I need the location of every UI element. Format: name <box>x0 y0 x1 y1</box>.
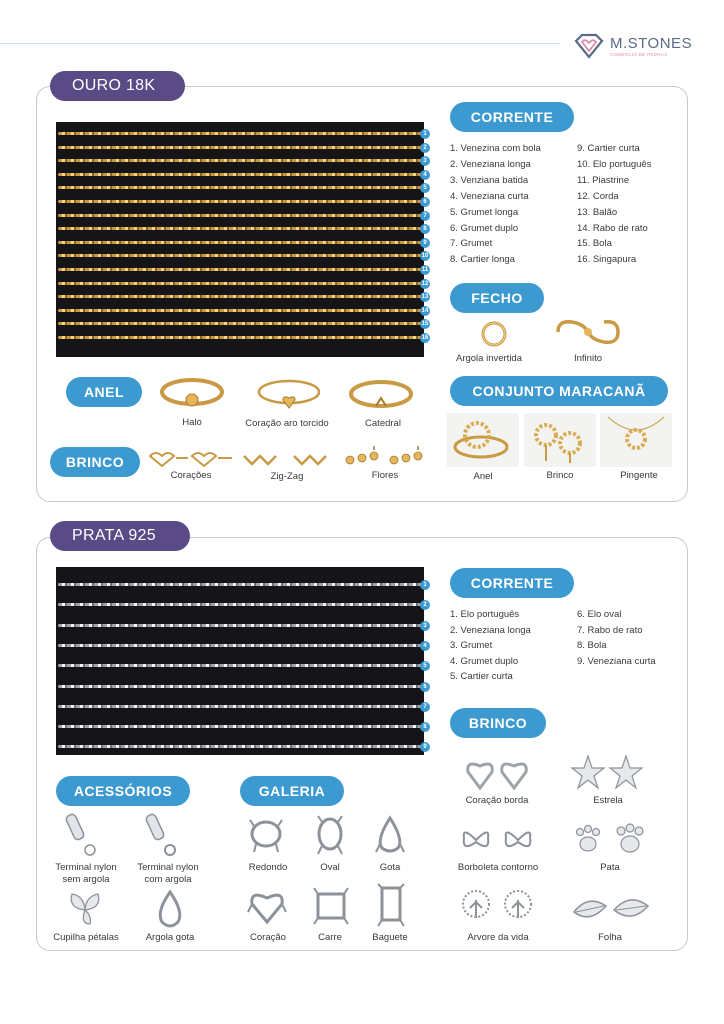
chain-number-marker: 9 <box>420 238 430 248</box>
corrente-list-item: 5. Cartier curta <box>450 671 513 683</box>
corrente-list-item: 8. Bola <box>577 640 607 652</box>
hearts-earring-icon <box>146 448 236 470</box>
chain-strand <box>58 685 422 688</box>
chain-number-marker: 7 <box>420 211 430 221</box>
anel-caption-2: Coração aro torcido <box>245 418 329 429</box>
chain-strand <box>58 583 422 586</box>
gold-corrente-heading: CORRENTE <box>450 102 574 132</box>
chain-strand <box>58 603 422 606</box>
chain-number-marker: 13 <box>421 294 429 301</box>
oval-setting-icon <box>310 814 350 858</box>
chain-strand <box>58 664 422 667</box>
chain-number-marker: 12 <box>421 280 429 287</box>
chain-number-marker: 1 <box>420 580 430 590</box>
corrente-list-item: 9. Cartier curta <box>577 143 640 154</box>
fecho-caption-2: Infinito <box>574 353 602 364</box>
terminal-nylon-ring-icon <box>142 810 186 860</box>
silver-brinco-caption-2: Estrela <box>593 795 623 806</box>
maracana-earring-icon <box>524 413 596 467</box>
corrente-list-item: 8. Cartier longa <box>450 254 515 266</box>
chain-strand <box>58 745 422 748</box>
baguette-setting-icon <box>370 882 412 928</box>
corrente-list-item: 7. Rabo de rato <box>577 624 643 636</box>
silver-brinco-caption-1: Coração borda <box>465 795 529 806</box>
corrente-list-item: 1. Venezina com bola <box>450 143 541 154</box>
drop-setting-icon <box>370 814 410 858</box>
corrente-list-item: 15. Bola <box>577 238 612 250</box>
chain-strand <box>58 725 422 728</box>
star-earring-icon <box>570 752 646 794</box>
galeria-caption-4: Coração <box>250 932 286 943</box>
conjunto-caption-2: Brinco <box>546 470 574 481</box>
silver-section-title: PRATA 925 <box>50 521 190 551</box>
drop-ring-icon <box>150 888 190 932</box>
brand-name: M.STONES <box>610 35 693 52</box>
chain-number-marker: 14 <box>421 307 429 314</box>
brinco-caption-1: Corações <box>170 470 212 481</box>
gold-brinco-heading: BRINCO <box>50 447 140 477</box>
chain-strand <box>58 214 422 217</box>
chain-strand <box>58 227 422 230</box>
corrente-list-item: 3. Venziana batida <box>450 174 529 186</box>
square-setting-icon <box>310 884 352 928</box>
chain-strand <box>58 159 422 162</box>
chain-strand <box>58 186 422 189</box>
maracana-ring-icon <box>447 413 519 467</box>
tree-of-life-earring-icon <box>458 888 538 930</box>
chain-strand <box>58 295 422 298</box>
chain-strand <box>58 268 422 271</box>
conjunto-pendant-photo <box>600 413 672 467</box>
flowers-earring-icon <box>342 446 432 470</box>
chain-number-marker: 6 <box>420 682 430 692</box>
leaf-earring-icon <box>570 892 652 928</box>
chain-strand <box>58 254 422 257</box>
chain-number-marker: 8 <box>420 224 430 234</box>
acessorios-heading: ACESSÓRIOS <box>56 776 190 806</box>
corrente-list-item: 9. Veneziana curta <box>577 655 656 667</box>
chain-strand <box>58 282 422 285</box>
gold-anel-heading: ANEL <box>66 377 142 407</box>
conjunto-caption-3: Pingente <box>620 470 658 481</box>
chain-strand <box>58 132 422 135</box>
galeria-caption-5: Carre <box>318 932 342 943</box>
heart-setting-icon <box>246 884 288 928</box>
acessorios-caption-4: Argola gota <box>145 932 195 943</box>
chain-number-marker: 15 <box>421 321 429 328</box>
corrente-list-item: 6. Grumet duplo <box>450 222 519 234</box>
chain-strand <box>58 624 422 627</box>
chain-strand <box>58 309 422 312</box>
chain-strand <box>58 336 422 339</box>
paw-earring-icon <box>570 820 650 860</box>
corrente-list-item: 4. Grumet duplo <box>450 655 519 667</box>
silver-brinco-caption-6: Folha <box>598 932 622 943</box>
petal-cap-icon <box>62 888 108 928</box>
silver-brinco-caption-5: Arvore da vida <box>467 932 529 943</box>
silver-brinco-caption-3: Borboleta contorno <box>457 862 539 873</box>
heart-border-earring-icon <box>462 752 532 794</box>
header-divider <box>0 43 560 44</box>
cathedral-ring-icon <box>346 374 416 416</box>
fecho-caption-1: Argola invertida <box>455 353 522 364</box>
anel-caption-1: Halo <box>182 417 202 428</box>
corrente-list-item: 6. Elo oval <box>577 609 622 620</box>
chain-strand <box>58 200 422 203</box>
conjunto-earring-photo <box>524 413 596 467</box>
galeria-heading: GALERIA <box>240 776 344 806</box>
acessorios-caption-2a: Terminal nylon <box>137 862 199 873</box>
conjunto-heading: CONJUNTO MARACANÃ <box>450 376 668 406</box>
acessorios-caption-2b: com argola <box>144 874 192 885</box>
chain-number-marker: 3 <box>420 621 430 631</box>
chain-number-marker: 2 <box>420 143 430 153</box>
chain-number-marker: 5 <box>420 661 430 671</box>
corrente-list-item: 4. Veneziana curta <box>450 190 529 202</box>
chain-number-marker: 9 <box>420 742 430 752</box>
silver-chains-photo <box>56 567 424 755</box>
acessorios-caption-1b: sem argola <box>62 874 110 885</box>
corrente-list-item: 16. Singapura <box>577 254 637 266</box>
chain-number-marker: 3 <box>420 156 430 166</box>
corrente-list-item: 10. Elo português <box>577 158 652 170</box>
round-setting-icon <box>246 816 286 858</box>
diamond-heart-icon <box>572 33 606 61</box>
chain-number-marker: 11 <box>421 267 429 273</box>
chain-number-marker: 10 <box>421 253 429 260</box>
gold-fecho-heading: FECHO <box>450 283 544 313</box>
chain-number-marker: 7 <box>420 702 430 712</box>
heart-ring-icon <box>254 374 324 414</box>
galeria-caption-2: Oval <box>320 862 340 873</box>
brand-logo <box>572 33 702 63</box>
infinity-clasp-icon <box>548 312 628 352</box>
corrente-list-item: 2. Veneziana longa <box>450 158 531 170</box>
chain-strand <box>58 146 422 149</box>
silver-corrente-heading: CORRENTE <box>450 568 574 598</box>
corrente-list-item: 1. Elo português <box>450 609 520 620</box>
corrente-list-item: 14. Rabo de rato <box>577 222 648 234</box>
corrente-list-item: 5. Grumet longa <box>450 206 519 218</box>
chain-number-marker: 1 <box>420 129 430 139</box>
chain-strand <box>58 644 422 647</box>
corrente-list-item: 12. Corda <box>577 190 619 202</box>
conjunto-caption-1: Anel <box>473 471 493 482</box>
brand-tagline: COMÉRCIO DE PEDRAS <box>610 52 668 57</box>
chain-number-marker: 16 <box>421 335 429 341</box>
ring-clasp-icon <box>470 314 520 354</box>
silver-brinco-caption-4: Pata <box>600 862 620 873</box>
acessorios-caption-1a: Terminal nylon <box>55 862 117 873</box>
chain-number-marker: 8 <box>420 722 430 732</box>
galeria-caption-1: Redondo <box>248 862 288 873</box>
galeria-caption-3: Gota <box>379 862 401 873</box>
chain-number-marker: 5 <box>420 183 430 193</box>
galeria-caption-6: Baguete <box>372 932 408 943</box>
silver-brinco-heading: BRINCO <box>450 708 546 738</box>
brinco-caption-3: Flores <box>371 470 399 481</box>
chain-strand <box>58 173 422 176</box>
terminal-nylon-icon <box>62 810 106 860</box>
corrente-list-item: 3. Grumet <box>450 640 493 652</box>
chain-strand <box>58 705 422 708</box>
chain-strand <box>58 241 422 244</box>
corrente-list-item: 11. Piastrine <box>577 174 630 186</box>
chain-number-marker: 2 <box>420 600 430 610</box>
chain-number-marker: 4 <box>420 170 430 180</box>
chain-number-marker: 6 <box>420 197 430 207</box>
corrente-list-item: 13. Balão <box>577 206 618 218</box>
maracana-pendant-icon <box>600 413 672 467</box>
halo-ring-icon <box>158 372 226 414</box>
corrente-list-item: 2. Veneziana longa <box>450 624 531 636</box>
anel-caption-3: Catedral <box>365 418 401 429</box>
gold-section-title: OURO 18K <box>50 71 185 101</box>
gold-chains-photo <box>56 122 424 357</box>
butterfly-earring-icon <box>458 822 538 858</box>
conjunto-ring-photo <box>447 413 519 467</box>
zigzag-earring-icon <box>242 450 334 470</box>
chain-strand <box>58 322 422 325</box>
chain-number-marker: 4 <box>420 641 430 651</box>
acessorios-caption-3: Cupilha pétalas <box>53 932 119 943</box>
corrente-list-item: 7. Grumet <box>450 238 493 250</box>
brinco-caption-2: Zig-Zag <box>270 471 304 482</box>
